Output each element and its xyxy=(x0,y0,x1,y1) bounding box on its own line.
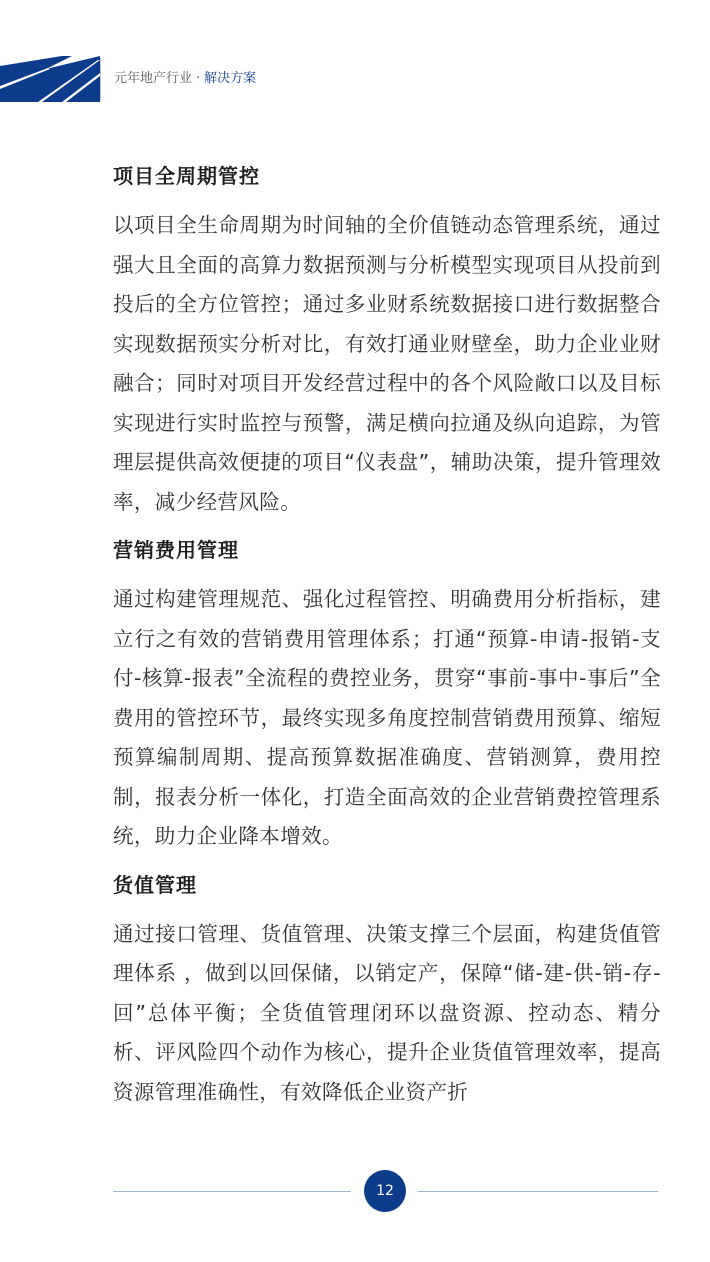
main-content xyxy=(113,158,661,1112)
page-number-badge: 12 xyxy=(364,1170,406,1212)
section-body-project-lifecycle: 以项目全生命周期为时间轴的全价值链动态管理系统，通过强大且全面的高算力数据预测与分析模型实现项目从投前到投后的全方位管控；通过多业财系统数据接口进行数据整合实现数据预实分析对比，有效打通业财壁垒，助力企业业财融合；同时对项目开发经营过程中的各个风险敞口以及目标实现进行实时监控与预警，满足横向拉通及纵向追踪，为管理层提供高效便捷的项目“仪表盘”，辅助决策，提升管理效率，减少经营风险。 xyxy=(113,213,661,514)
header-section: 解决方案 xyxy=(204,71,257,86)
footer-line-left xyxy=(113,1191,351,1192)
header-stripe-graphic xyxy=(0,56,100,102)
header-title xyxy=(114,70,256,88)
section-title-project-lifecycle: 项目全周期管控 xyxy=(113,164,260,188)
header-company: 元年地产行业 xyxy=(114,71,193,86)
section-body-goods-value: 通过接口管理、货值管理、决策支撑三个层面，构建货值管理体系 ，做到以回保储，以销定产，保障“储-建-供-销-存-回”总体平衡；全货值管理闭环以盘资源、控动态、精分析、评风险四个动作为核心，提升企业货值管理效率，提高资源管理准确性，有效降低企业资产折 xyxy=(113,921,661,1104)
footer-line-right xyxy=(418,1191,658,1192)
page-header xyxy=(0,56,710,102)
header-separator: · xyxy=(196,71,201,86)
section-title-goods-value: 货值管理 xyxy=(113,872,197,897)
section-title-marketing-expense: 营销费用管理 xyxy=(113,538,239,562)
header-divider xyxy=(100,58,101,100)
section-body-marketing-expense: 通过构建管理规范、强化过程管控、明确费用分析指标，建立行之有效的营销费用管理体系；打通“预算-申请-报销-支付-核算-报表”全流程的费控业务，贯穿“事前-事中-事后”全费用的管控环节，最终实现多角度控制营销费用预算、缩短预算编制周期、提高预算数据准确度、营销测算，费用控制，报表分析一体化，打造全面高效的企业营销费控管理系统，助力企业降本增效。 xyxy=(113,587,661,848)
